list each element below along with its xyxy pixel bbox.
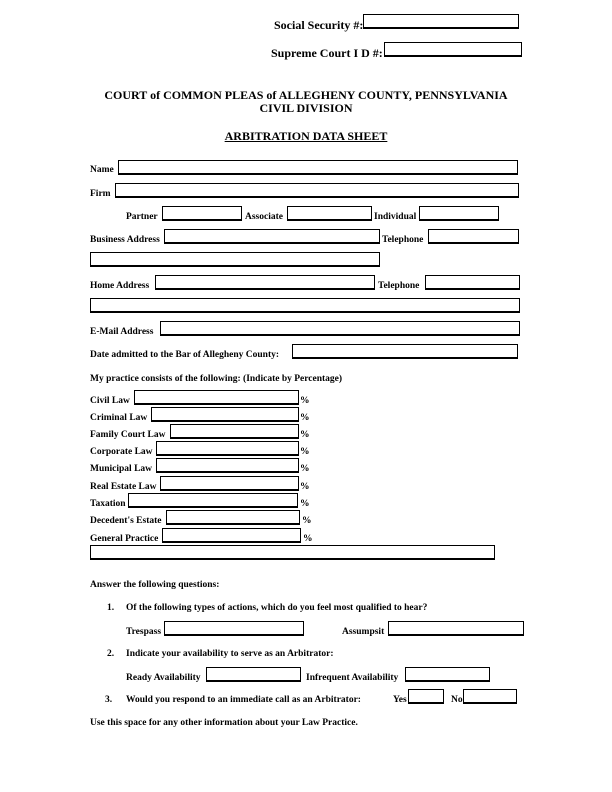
no-input[interactable] <box>463 689 517 704</box>
ssn-label: Social Security #: <box>274 18 364 32</box>
associate-input[interactable] <box>287 206 372 221</box>
percent-sign: % <box>300 413 310 423</box>
practice-label-corporate-law: Corporate Law <box>90 447 153 457</box>
question-1-number: 1. <box>107 603 115 613</box>
no-label: No <box>451 695 463 705</box>
sheet-title: ARBITRATION DATA SHEET <box>224 129 388 143</box>
ready-availability-input[interactable] <box>206 667 301 682</box>
infrequent-availability-label: Infrequent Availability <box>306 673 399 683</box>
percent-sign: % <box>300 464 310 474</box>
practice-label-general-practice: General Practice <box>90 534 159 544</box>
name-input[interactable] <box>118 160 518 175</box>
question-3-text: Would you respond to an immediate call as an Arbitrator: <box>126 695 361 705</box>
home-address-line2-input[interactable] <box>90 298 520 313</box>
home-address-label: Home Address <box>90 281 150 291</box>
home-telephone-label: Telephone <box>378 281 420 291</box>
assumpsit-label: Assumpsit <box>342 627 385 637</box>
date-admitted-label: Date admitted to the Bar of Allegheny County: <box>90 350 280 360</box>
practice-input-decedents-estate[interactable] <box>166 510 300 525</box>
assumpsit-input[interactable] <box>388 621 524 636</box>
business-telephone-input[interactable] <box>428 229 519 244</box>
practice-label-decedents-estate: Decedent's Estate <box>90 516 162 526</box>
business-address-label: Business Address <box>90 235 160 245</box>
individual-input[interactable] <box>419 206 499 221</box>
firm-label: Firm <box>90 189 111 199</box>
trespass-input[interactable] <box>164 621 304 636</box>
yes-label: Yes <box>393 695 407 705</box>
trespass-label: Trespass <box>126 627 162 637</box>
email-input[interactable] <box>160 321 520 336</box>
practice-input-taxation[interactable] <box>128 493 298 508</box>
division-name: CIVIL DIVISION <box>259 101 353 115</box>
practice-input-criminal-law[interactable] <box>151 407 299 422</box>
other-info-label: Use this space for any other information about your Law Practice. <box>90 718 358 728</box>
court-id-label: Supreme Court I D #: <box>271 46 383 60</box>
questions-intro: Answer the following questions: <box>90 580 220 590</box>
practice-label-real-estate-law: Real Estate Law <box>90 482 157 492</box>
question-2-text: Indicate your availability to serve as an Arbitrator: <box>126 649 334 659</box>
ready-availability-label: Ready Availability <box>126 673 201 683</box>
practice-intro: My practice consists of the following: (Indicate by Percentage) <box>90 374 343 384</box>
question-1-text: Of the following types of actions, which do you feel most qualified to hear? <box>126 603 428 613</box>
practice-label-family-court-law: Family Court Law <box>90 430 166 440</box>
practice-label-municipal-law: Municipal Law <box>90 464 153 474</box>
percent-sign: % <box>300 499 310 509</box>
percent-sign: % <box>300 482 310 492</box>
percent-sign: % <box>302 516 312 526</box>
name-label: Name <box>90 165 114 175</box>
date-admitted-input[interactable] <box>292 344 518 359</box>
partner-input[interactable] <box>162 206 242 221</box>
practice-input-corporate-law[interactable] <box>156 441 299 456</box>
practice-label-criminal-law: Criminal Law <box>90 413 148 423</box>
practice-input-general-practice[interactable] <box>162 528 301 543</box>
practice-extra-input[interactable] <box>90 545 495 560</box>
practice-label-taxation: Taxation <box>90 499 126 509</box>
practice-input-real-estate-law[interactable] <box>160 476 299 491</box>
home-address-input[interactable] <box>155 275 375 290</box>
partner-label: Partner <box>126 212 158 222</box>
business-address-line2-input[interactable] <box>90 252 380 267</box>
business-address-input[interactable] <box>164 229 380 244</box>
percent-sign: % <box>300 447 310 457</box>
court-name: COURT of COMMON PLEAS of ALLEGHENY COUNTY, PENNSYLVANIA <box>104 88 508 102</box>
court-id-input[interactable] <box>384 42 522 57</box>
practice-input-municipal-law[interactable] <box>156 458 299 473</box>
individual-label: Individual <box>374 212 417 222</box>
infrequent-availability-input[interactable] <box>405 667 490 682</box>
question-2-number: 2. <box>107 649 115 659</box>
practice-label-civil-law: Civil Law <box>90 396 130 406</box>
percent-sign: % <box>300 430 310 440</box>
percent-sign: % <box>300 396 310 406</box>
firm-input[interactable] <box>115 183 519 198</box>
question-3-number: 3. <box>105 695 113 705</box>
percent-sign: % <box>303 534 313 544</box>
business-telephone-label: Telephone <box>382 235 424 245</box>
ssn-input[interactable] <box>363 14 519 29</box>
yes-input[interactable] <box>408 689 444 704</box>
home-telephone-input[interactable] <box>425 275 520 290</box>
associate-label: Associate <box>245 212 283 222</box>
email-label: E-Mail Address <box>90 327 154 337</box>
practice-input-civil-law[interactable] <box>134 390 299 405</box>
practice-input-family-court-law[interactable] <box>170 424 299 439</box>
